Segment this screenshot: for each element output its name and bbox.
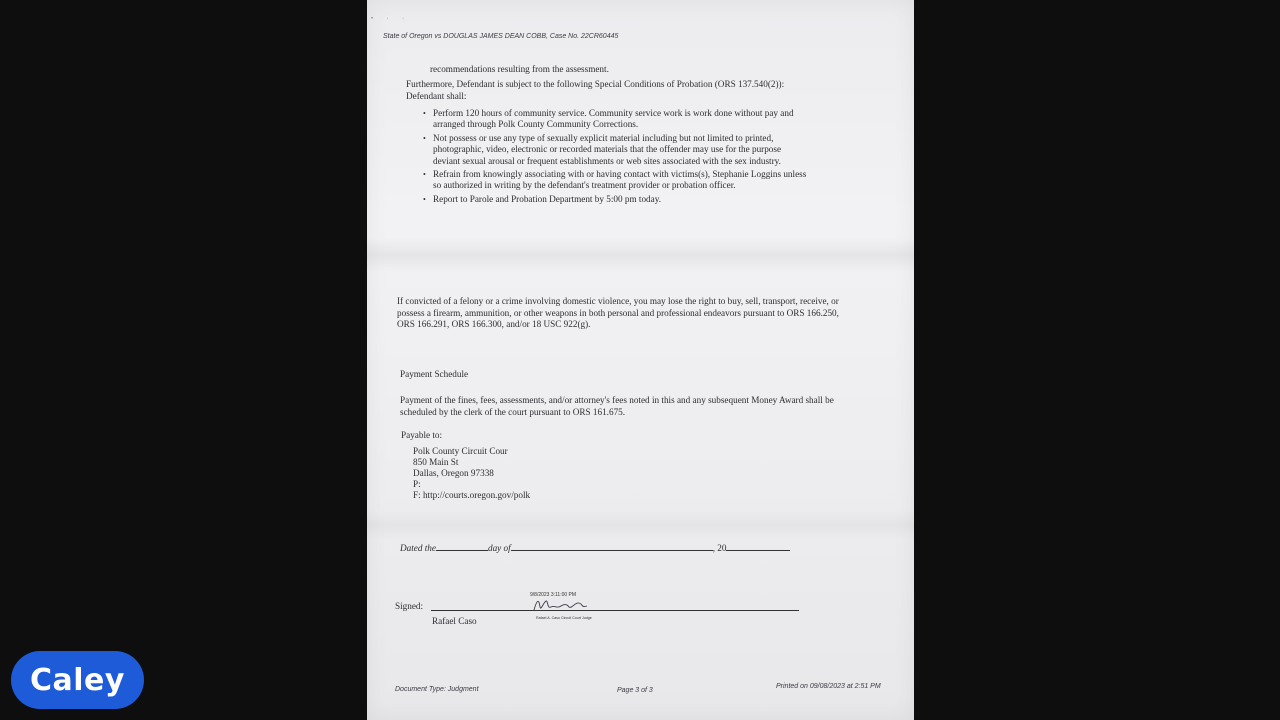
condition-line: • Report to Parole and Probation Department by 5:00 pm today. [433, 193, 662, 204]
payee-line: F: http://courts.oregon.gov/polk [413, 490, 531, 500]
probation-conditions-list [423, 108, 863, 207]
intro-line-1: recommendations resulting from the assessment. [430, 64, 609, 74]
signature-timestamp: 9/8/2023 3:11:00 PM [530, 592, 577, 598]
footer-printed-on: Printed on 09/08/2023 at 2:51 PM [776, 683, 881, 690]
payee-line: Dallas, Oregon 97338 [413, 468, 494, 478]
footer-page-number: Page 3 of 3 [617, 687, 653, 694]
condition-no-contact [423, 169, 863, 192]
signature-line [431, 610, 799, 611]
year-prefix: , 20 [712, 543, 727, 553]
payee-address [413, 446, 530, 501]
payment-paragraph [400, 395, 834, 418]
name-badge [11, 651, 144, 709]
case-header: State of Oregon vs DOUGLAS JAMES DEAN COBB, Case No. 22CR60445 [383, 33, 619, 40]
signed-label: Signed: [395, 601, 424, 611]
condition-community-service [423, 108, 863, 131]
dated-line [400, 541, 790, 555]
firearm-notice-line: possess a firearm, ammunition, or other weapons in both personal and professional endeavors pursuant to ORS 166.250, [397, 307, 839, 318]
paper-fold-shadow [367, 238, 914, 272]
firearm-notice-line: If convicted of a felony or a crime involving domestic violence, you may lose the right to buy, sell, transport, receive, or [397, 296, 839, 306]
condition-line: • Not possess or use any type of sexually explicit material including but not limited to printed, [433, 132, 774, 143]
condition-line: deviant sexual arousal or frequent establishments or web sites associated with the sex industry. [433, 155, 781, 166]
payee-line: P: [413, 479, 421, 489]
year-blank [726, 541, 790, 551]
condition-line: so authorized in writing by the defendant's treatment provider or probation officer. [433, 180, 736, 191]
intro-line-3: Defendant shall: [406, 91, 467, 101]
footer-doc-type: Document Type: Judgment [395, 686, 479, 693]
firearm-notice-line: ORS 166.291, ORS 166.300, and/or 18 USC 922(g). [397, 319, 591, 329]
firearm-notice [397, 296, 839, 331]
name-badge-label: Caley [30, 662, 125, 698]
payee-line: 850 Main St [413, 457, 459, 467]
judge-caption: Rafael A. Caso Circuit Court Judge [536, 616, 592, 620]
scan-marks: • · · [371, 16, 411, 22]
dated-prefix: Dated the [400, 543, 436, 553]
payable-to-label: Payable to: [401, 430, 443, 440]
payee-line: Polk County Circuit Cour [413, 446, 508, 456]
condition-line: arranged through Polk County Community Corrections. [433, 119, 639, 130]
signer-printed-name: Rafael Caso [432, 616, 477, 626]
condition-line: • Perform 120 hours of community service. Community service work is work done without pay and [433, 108, 794, 118]
payment-line: scheduled by the clerk of the court pursuant to ORS 161.675. [400, 406, 626, 417]
condition-line: photographic, video, electronic or recorded materials that the offender may use for the purpose [433, 144, 782, 155]
month-blank [511, 541, 713, 551]
intro-line-2: Furthermore, Defendant is subject to the following Special Conditions of Probation (ORS 137.540(2)): [406, 79, 785, 89]
condition-explicit-material [423, 133, 863, 167]
payment-line: Payment of the fines, fees, assessments, and/or attorney's fees noted in this and any subsequent Money Award shall be [400, 395, 834, 405]
document-page [367, 0, 914, 720]
payment-schedule-heading: Payment Schedule [400, 369, 469, 379]
condition-line: • Refrain from knowingly associating with or having contact with victims(s), Stephanie Loggins unless [433, 169, 807, 180]
day-blank [436, 541, 488, 551]
condition-report [423, 194, 863, 205]
day-of-label: day of [487, 543, 511, 553]
paper-fold-shadow-lower [367, 510, 914, 540]
